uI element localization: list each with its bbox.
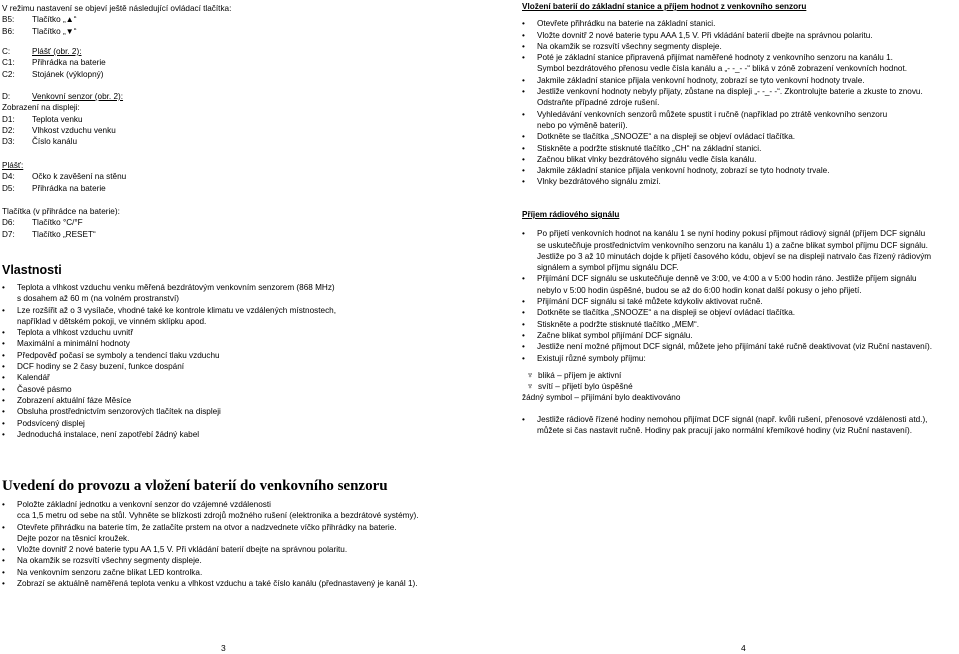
page-number-right: 4 (741, 643, 746, 653)
radio-section (522, 209, 954, 436)
list-item: s dosahem až 60 m (na volném prostranství) (17, 294, 179, 304)
definition-row (2, 171, 472, 182)
list-item: Dejte pozor na těsnicí kroužek. (17, 533, 130, 543)
definition-text: Tlačítko „▼“ (32, 26, 77, 36)
group-prefix: C: (2, 47, 11, 56)
definition-key: D6: (2, 218, 15, 228)
list-item: nebylo v 5:00 hodin úspěšné, budou se až do 6:00 hodin konat další pokusy o jeho přijetí. (537, 285, 862, 295)
list-item: Odstraňte případné zdroje rušení. (537, 98, 660, 108)
list-item: • Vložte dovnitř 2 nové baterie typu AAA 1,5 V. Při vkládání baterií dbejte na správnou polaritu. (522, 30, 954, 41)
list-item: například v dětském pokoji, ve vinném sklípku apod. (17, 316, 207, 326)
list-item: • Dotkněte se tlačítka „SNOOZE“ a na displeji se objeví ovládací tlačítka. (522, 307, 954, 318)
list-item: • Po přijetí venkovních hodnot na kanálu 1 se nyní hodiny pokusí přijmout rádiový signál (příjem DCF signálu (522, 228, 954, 239)
definition-key: D2: (2, 125, 15, 135)
list-item: • DCF hodiny se 2 časy buzení, funkce dospání (2, 361, 472, 372)
setup-intro: V režimu nastavení se objeví ještě následující ovládací tlačítka: (2, 4, 232, 13)
group-heading (2, 91, 472, 102)
list-item: • Stiskněte a podržte stisknuté tlačítko „MEM“. (522, 319, 954, 330)
list-item: • Poté je základní stanice připravená přijímat naměřené hodnoty z venkovního senzoru na kanálu 1. (522, 52, 954, 63)
list-item: • Otevřete přihrádku na baterie tím, že zatlačíte prstem na otvor a nadzvednete víčko přihrádky na baterie. (2, 522, 472, 533)
antenna-steady-icon: ♆ (526, 381, 534, 392)
symbol-text: svítí – přijetí bylo úspěšné (538, 382, 633, 392)
list-item: • Na okamžik se rozsvítí všechny segmenty displeje. (2, 555, 472, 566)
group-prefix: D: (2, 92, 11, 101)
definition-key: B6: (2, 26, 15, 36)
list-item: • Jestliže venkovní hodnoty nebyly přijaty, zůstane na displeji „- -_- -“. Zkontrolujte baterie a zkuste to znovu. (522, 86, 954, 97)
manual-list (522, 414, 954, 437)
list-item: • Jestliže není možné přijmout DCF signál, můžete jeho přijímání také ručně deaktivovat (viz Ruční nastavení). (522, 341, 954, 352)
list-item: • Teplota a vlhkost vzduchu uvnitř (2, 327, 472, 338)
list-item: se uskutečňuje prostřednictvím venkovního senzoru na kanálu 1) a začne blikat symbol příjmu DCF signálu. (537, 240, 928, 250)
list-item: • Kalendář (2, 372, 472, 383)
definition-row (2, 14, 472, 25)
features-block (2, 263, 472, 440)
group-title: Plášť (obr. 2): (32, 47, 82, 56)
startup-list (2, 499, 472, 589)
definition-row (2, 114, 472, 125)
definition-text: Očko k zavěšení na stěnu (32, 172, 127, 182)
list-item: • Podsvícený displej (2, 418, 472, 429)
list-item: • Začnou blikat vlnky bezdrátového signálu vedle čísla kanálu. (522, 154, 954, 165)
list-item: • Vlnky bezdrátového signálu zmizí. (522, 176, 954, 187)
list-item: • Lze rozšířit až o 3 vysílače, vhodné také ke kontrole klimatu ve vzdálených místnostech, (2, 305, 472, 316)
list-item: • Jednoduchá instalace, není zapotřebí žádný kabel (2, 429, 472, 440)
display-title: Zobrazení na displeji: (2, 103, 80, 113)
definition-row (2, 217, 472, 228)
definition-text: Číslo kanálu (32, 137, 78, 147)
group-title: Venkovní senzor (obr. 2): (32, 92, 124, 101)
definition-key: C2: (2, 69, 15, 79)
definition-text: Přihrádka na baterie (32, 58, 106, 68)
list-item: • Přijímání DCF signálu si také můžete kdykoliv aktivovat ručně. (522, 296, 954, 307)
list-item: • Položte základní jednotku a venkovní senzor do vzájemné vzdálenosti (2, 499, 472, 510)
battery-buttons-title: Tlačítka (v přihrádce na baterie): (2, 207, 120, 216)
list-item: nebo po výměně baterií). (537, 120, 628, 130)
definition-key: D1: (2, 114, 15, 124)
definition-row (2, 136, 472, 147)
definition-key: C1: (2, 58, 15, 68)
list-item: • Vložte dovnitř 2 nové baterie typu AA 1,5 V. Při vkládání baterií dbejte na správnou polaritu. (2, 544, 472, 555)
list-item: • Maximální a minimální hodnoty (2, 338, 472, 349)
list-item: Jestliže po 3 až 10 minutách dojde k přijetí časového kódu, objeví se na displeji natrvalo čas řízený rádiovým (537, 251, 932, 261)
list-item: • Dotkněte se tlačítka „SNOOZE“ a na displeji se objeví ovládací tlačítka. (522, 131, 954, 142)
symbol-row (522, 381, 954, 392)
list-item: • Vyhledávání venkovních senzorů můžete spustit i ručně (například po ztrátě venkovního senzoru (522, 109, 954, 120)
definition-text: Tlačítko „▲“ (32, 15, 77, 25)
definition-key: B5: (2, 15, 15, 25)
definition-row (2, 69, 472, 80)
page-number-left: 3 (221, 643, 226, 653)
list-item: • Zobrazení aktuální fáze Měsíce (2, 395, 472, 406)
list-item: cca 1,5 metru od sebe na stůl. Vyhněte se blízkosti zdrojů možného rušení (elektronika a bezdrátové systémy). (17, 511, 419, 521)
symbol-text: bliká – příjem je aktivní (538, 370, 622, 380)
definition-row (2, 125, 472, 136)
antenna-blink-icon: ♆ (526, 369, 534, 380)
sensor-housing-block (2, 160, 472, 194)
left-column (2, 3, 472, 37)
radio-list (522, 228, 954, 364)
startup-section (2, 477, 472, 589)
list-item: • Na venkovním senzoru začne blikat LED kontrolka. (2, 567, 472, 578)
list-item: • Přijímání DCF signálu se uskutečňuje denně ve 3:00, ve 4:00 a v 5:00 hodin ráno. Jestliže příjem signálu (522, 273, 954, 284)
right-column (522, 1, 954, 188)
list-item: můžete si čas nastavit ručně. Hodiny pak pracují jako normální křemíkové hodiny (viz Ruční nastavení). (537, 426, 912, 436)
definition-row (2, 26, 472, 37)
definition-text: Tlačítko „RESET“ (32, 229, 96, 239)
definition-row (2, 183, 472, 194)
sensor-block (2, 91, 472, 147)
symbol-row (522, 370, 954, 381)
radio-title: Příjem rádiového signálu (522, 210, 620, 219)
battery-station-title: Vložení baterií do základní stanice a příjem hodnot z venkovního senzoru (522, 2, 807, 11)
list-item: • Jakmile základní stanice přijala venkovní hodnoty, zobrazí se tyto hodnoty trvale. (522, 165, 954, 176)
no-symbol-text: žádný symbol – přijímání bylo deaktivováno (522, 393, 681, 403)
list-item: signálem a symbol příjmu signálu DCF. (537, 263, 679, 273)
list-item: • Jestliže rádiově řízené hodiny nemohou přijímat DCF signál (např. kvůli rušení, přenosové vzdálenosti atd.), (522, 414, 954, 425)
definition-text: Přihrádka na baterie (32, 183, 106, 193)
definition-row (2, 229, 472, 240)
battery-station-list (522, 18, 954, 187)
list-item: • Jakmile základní stanice přijala venkovní hodnoty, zobrazí se tyto venkovní hodnoty trvale. (522, 75, 954, 86)
definition-key: D7: (2, 229, 15, 239)
definition-key: D3: (2, 137, 15, 147)
list-item: • Existují různé symboly příjmu: (522, 353, 954, 364)
definition-text: Vlhkost vzduchu venku (32, 125, 116, 135)
definition-text: Stojánek (výklopný) (32, 69, 104, 79)
list-item: • Obsluha prostřednictvím senzorových tlačítek na displeji (2, 406, 472, 417)
definition-key: D5: (2, 183, 15, 193)
list-item: Symbol bezdrátového přenosu vedle čísla kanálu a „- -_- -“ bliká v zóně zobrazení venkovních hodnot. (537, 64, 908, 74)
housing-block (2, 46, 472, 80)
list-item: • Předpověď počasí se symboly a tendencí tlaku vzduchu (2, 350, 472, 361)
definition-text: Tlačítko °C/°F (32, 218, 83, 228)
features-title: Vlastnosti (2, 263, 62, 277)
definition-row (2, 57, 472, 68)
features-list (2, 282, 472, 440)
list-item: • Časové pásmo (2, 384, 472, 395)
startup-title: Uvedení do provozu a vložení baterií do venkovního senzoru (2, 478, 388, 494)
battery-buttons-block (2, 206, 472, 240)
definition-text: Teplota venku (32, 114, 83, 124)
list-item: • Začne blikat symbol přijímání DCF signálu. (522, 330, 954, 341)
list-item: • Stiskněte a podržte stisknuté tlačítko „CH“ na základní stanici. (522, 143, 954, 154)
housing-title: Plášť: (2, 161, 24, 170)
definition-key: D4: (2, 172, 15, 182)
list-item: • Na okamžik se rozsvítí všechny segmenty displeje. (522, 41, 954, 52)
list-item: • Otevřete přihrádku na baterie na základní stanici. (522, 18, 954, 29)
list-item: • Teplota a vlhkost vzduchu venku měřená bezdrátovým venkovním senzorem (868 MHz) (2, 282, 472, 293)
list-item: • Zobrazí se aktuálně naměřená teplota venku a vlhkost vzduchu a také číslo kanálu (přednastavený je kanál 1). (2, 578, 472, 589)
group-heading (2, 46, 472, 57)
